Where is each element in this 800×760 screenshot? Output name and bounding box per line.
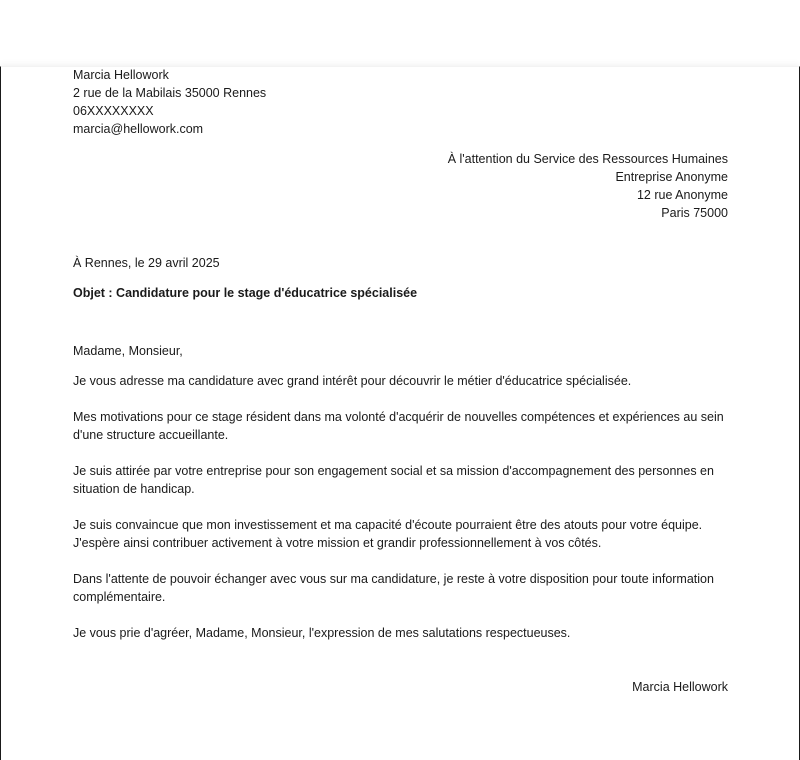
sender-phone: 06XXXXXXXX	[73, 104, 154, 118]
recipient-attention: À l'attention du Service des Ressources Humaines	[447, 152, 728, 166]
body-paragraph: Je vous adresse ma candidature avec grand intérêt pour découvrir le métier d'éducatrice spécialisée.	[73, 374, 632, 388]
letter-page	[0, 66, 800, 760]
sender-email: marcia@hellowork.com	[73, 122, 204, 136]
letter-subject: Objet : Candidature pour le stage d'éducatrice spécialisée	[73, 286, 418, 300]
letter-salutation: Madame, Monsieur,	[73, 344, 183, 358]
body-paragraph: Mes motivations pour ce stage résident dans ma volonté d'acquérir de nouvelles compétences et expériences au sein d'une structure accueillante.	[73, 410, 724, 442]
body-paragraph: Dans l'attente de pouvoir échanger avec vous sur ma candidature, je reste à votre disposition pour toute information complémentaire.	[73, 572, 714, 604]
body-paragraph: Je suis attirée par votre entreprise pour son engagement social et sa mission d'accompagnement des personnes en situation de handicap.	[73, 464, 714, 496]
top-margin	[0, 0, 800, 66]
closing-paragraph: Je vous prie d'agréer, Madame, Monsieur, l'expression de mes salutations respectueuses.	[73, 626, 571, 640]
body-paragraph: Je suis convaincue que mon investissement et ma capacité d'écoute pourraient être des atouts pour votre équipe. J'espère ainsi contribuer activement à votre mission et grandir professionnellement à vos côtés.	[73, 518, 703, 550]
signature: Marcia Hellowork	[632, 680, 728, 694]
recipient-block	[448, 150, 728, 222]
recipient-company: Entreprise Anonyme	[615, 170, 728, 184]
recipient-street: 12 rue Anonyme	[636, 188, 728, 202]
recipient-city: Paris 75000	[661, 206, 728, 220]
place-date: À Rennes, le 29 avril 2025	[73, 256, 220, 270]
sender-block	[73, 66, 266, 138]
sender-address: 2 rue de la Mabilais 35000 Rennes	[73, 86, 267, 100]
sender-name: Marcia Hellowork	[73, 68, 169, 82]
